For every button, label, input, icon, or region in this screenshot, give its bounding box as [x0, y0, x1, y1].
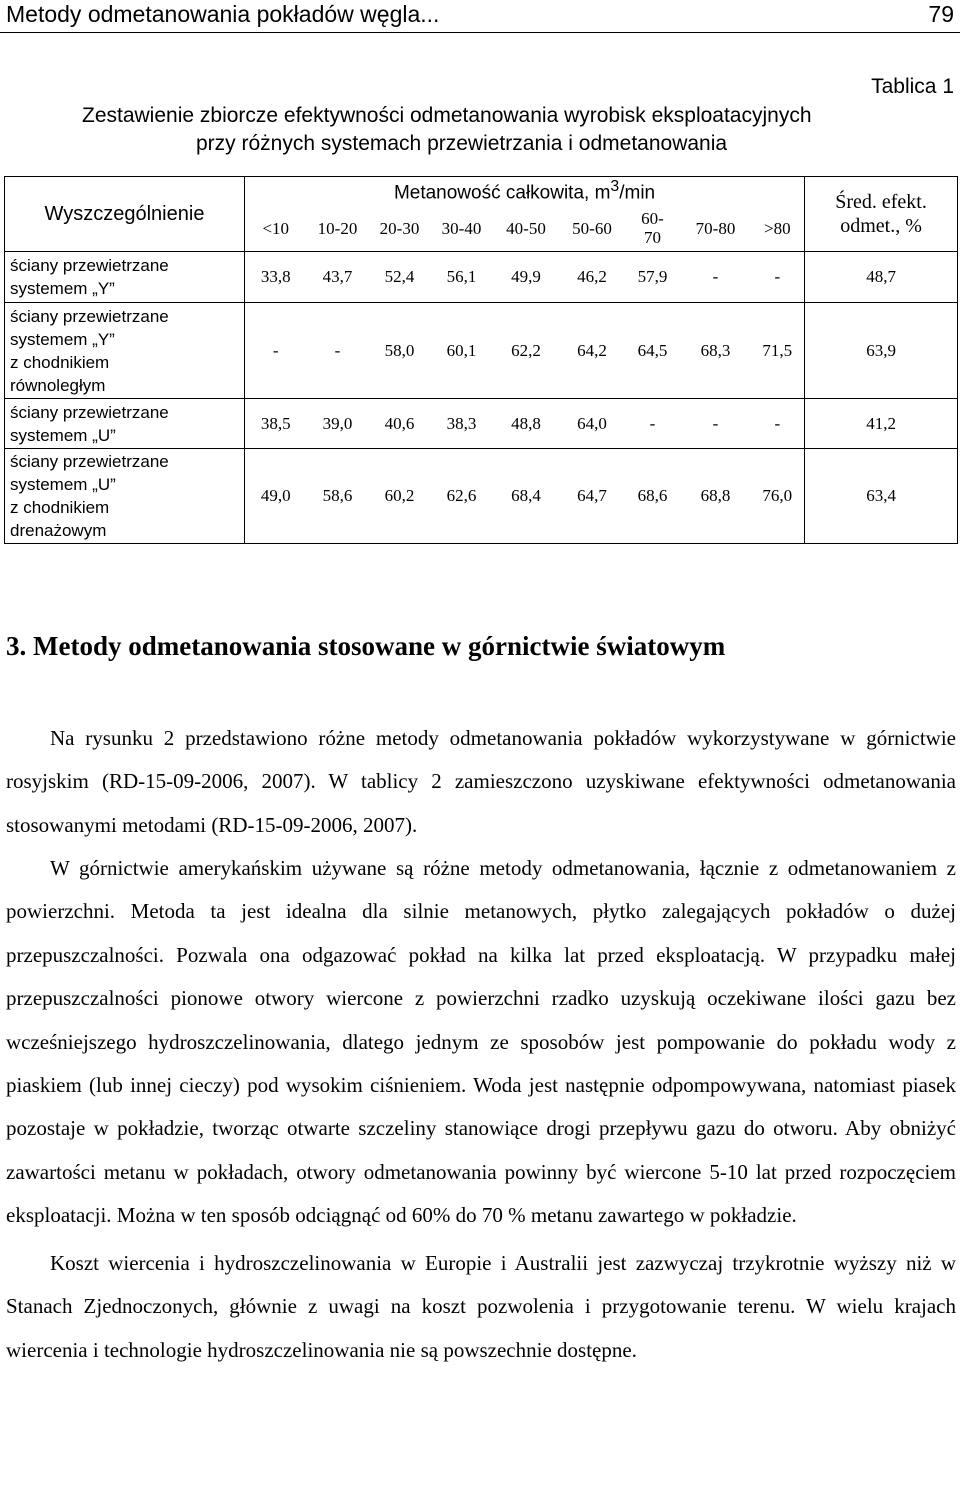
table-cell-average: 63,9: [805, 303, 958, 399]
range-header: <10: [245, 205, 307, 252]
table-cell: 62,2: [493, 303, 560, 399]
range-header: 70-80: [681, 205, 751, 252]
table-cell: -: [751, 399, 805, 449]
table-cell: 38,3: [431, 399, 493, 449]
body-paragraph: W górnictwie amerykańskim używane są różne metody odmetanowania, łącznie z odmetanowaniem z powierzchni. Metoda ta jest idealna dla silnie metanowych, płytko zalegających pokładów o dużej przepuszczalności. Pozwala ona odgazować pokład na kilka lat przed eksploatacją. W przypadku małej przepuszczalności pionowe otwory wiercone z powierzchni rzadko uzyskują oczekiwane ilości gazu bez wcześniejszego hydroszczelinowania, dlatego jednym ze sposobów jest pompowanie do pokładu wody z piaskiem (lub innej cieczy) pod wysokim ciśnieniem. Woda jest następnie odpompowywana, natomiast piasek pozostaje w pokładzie, tworząc otwarte szczeliny stanowiące drogi przepływu gazu do otworu. Aby obniżyć zawartości metanu w pokładach, otwory odmetanowania powinny być wiercone 5-10 lat przed rozpoczęciem eksploatacji. Można w ten sposób odciągnąć od 60% do 70 % metanu zawartego w pokładzie.: [6, 856, 956, 1228]
row-label-line: ściany przewietrzane: [10, 306, 169, 326]
table-row: [5, 252, 958, 303]
table-cell: -: [625, 399, 681, 449]
row-label-line: równoległym: [10, 375, 106, 395]
range-header: >80: [751, 205, 805, 252]
running-title: Metody odmetanowania pokładów węgla...: [6, 1, 440, 27]
table-label: Tablica 1: [871, 75, 954, 98]
average-header-line-2: odmet., %: [840, 215, 922, 237]
row-label: [5, 252, 245, 303]
table-row: [5, 399, 958, 449]
methane-header-exponent: 3: [610, 177, 620, 195]
row-label: [5, 399, 245, 449]
table-cell: 49,0: [245, 449, 307, 544]
range-header: 50-60: [560, 205, 625, 252]
table-cell: 68,8: [681, 449, 751, 544]
row-label-line: systemem „U”: [10, 475, 116, 494]
table-cell: 68,3: [681, 303, 751, 399]
row-label-line: systemem „Y”: [10, 329, 115, 349]
table-cell: 33,8: [245, 252, 307, 303]
table-cell: 76,0: [751, 449, 805, 544]
table-cell: 68,6: [625, 449, 681, 544]
row-label-line: z chodnikiem: [10, 498, 110, 517]
table-cell: -: [307, 303, 369, 399]
row-label-line: systemem „U”: [10, 425, 116, 445]
table-cell: 40,6: [369, 399, 431, 449]
range-header: 20-30: [369, 205, 431, 252]
table-cell: 49,9: [493, 252, 560, 303]
row-label-line: drenażowym: [10, 521, 107, 540]
table-cell: 64,0: [560, 399, 625, 449]
table-row: [5, 449, 958, 544]
body-paragraph: Na rysunku 2 przedstawiono różne metody odmetanowania pokładów wykorzystywane w górnictwie rosyjskim (RD-15-09-2006, 2007). W tablicy 2 zamieszczono uzyskiwane efektywności odmetanowania stosowanymi metodami (RD-15-09-2006, 2007).: [6, 726, 956, 837]
section-heading: 3. Metody odmetanowania stosowane w górnictwie światowym: [6, 631, 726, 661]
page-number: 79: [928, 1, 954, 27]
table-cell: 58,6: [307, 449, 369, 544]
table-cell: 64,5: [625, 303, 681, 399]
table-cell: -: [245, 303, 307, 399]
page-header: [0, 0, 960, 33]
row-label-line: systemem „Y”: [10, 279, 115, 298]
methane-header-unit: /min: [619, 182, 656, 204]
table-cell: 62,6: [431, 449, 493, 544]
table-cell: 68,4: [493, 449, 560, 544]
table-row: [5, 303, 958, 399]
table-cell-average: 63,4: [805, 449, 958, 544]
range-header: [625, 205, 681, 252]
row-label-line: ściany przewietrzane: [10, 256, 169, 275]
table-caption-line-1: Zestawienie zbiorcze efektywności odmetanowania wyrobisk eksploatacyjnych: [82, 104, 812, 127]
table-cell: 60,1: [431, 303, 493, 399]
data-table: [4, 176, 958, 544]
row-label-line: ściany przewietrzane: [10, 402, 169, 422]
table-cell: 58,0: [369, 303, 431, 399]
row-label-line: ściany przewietrzane: [10, 452, 169, 471]
table-cell: 64,7: [560, 449, 625, 544]
row-label-line: z chodnikiem: [10, 352, 110, 372]
table-cell: 57,9: [625, 252, 681, 303]
range-header-part-1: 60-: [641, 209, 664, 228]
range-header: 10-20: [307, 205, 369, 252]
table-cell: -: [681, 399, 751, 449]
table-cell: -: [681, 252, 751, 303]
methane-header-text: Metanowość całkowita, m: [393, 182, 611, 204]
table-cell: 46,2: [560, 252, 625, 303]
range-header-part-2: 70: [644, 228, 661, 247]
table-cell: 60,2: [369, 449, 431, 544]
row-label: [5, 449, 245, 544]
table-cell: 52,4: [369, 252, 431, 303]
table-cell: 43,7: [307, 252, 369, 303]
range-header: 30-40: [431, 205, 493, 252]
table-cell: 39,0: [307, 399, 369, 449]
table-cell: 64,2: [560, 303, 625, 399]
table-cell: 56,1: [431, 252, 493, 303]
table-cell: 38,5: [245, 399, 307, 449]
column-header-methane: [245, 177, 805, 206]
table-cell: 48,8: [493, 399, 560, 449]
column-header-average: [805, 177, 958, 252]
body-paragraph: Koszt wiercenia i hydroszczelinowania w Europie i Australii jest zazwyczaj trzykrotnie wyższy niż w Stanach Zjednoczonych, głównie z uwagi na koszt pozwolenia i przygotowanie terenu. W wielu krajach wiercenia i technologie hydroszczelinowania nie są powszechnie dostępne.: [6, 1251, 956, 1362]
table-cell: -: [751, 252, 805, 303]
range-header: 40-50: [493, 205, 560, 252]
table-cell-average: 48,7: [805, 252, 958, 303]
average-header-line-1: Śred. efekt.: [835, 191, 927, 213]
table-cell: 71,5: [751, 303, 805, 399]
row-label: [5, 303, 245, 399]
table-cell-average: 41,2: [805, 399, 958, 449]
column-header-item: Wyszczególnienie: [5, 177, 245, 252]
table-caption-line-2: przy różnych systemach przewietrzania i odmetanowania: [196, 132, 728, 155]
